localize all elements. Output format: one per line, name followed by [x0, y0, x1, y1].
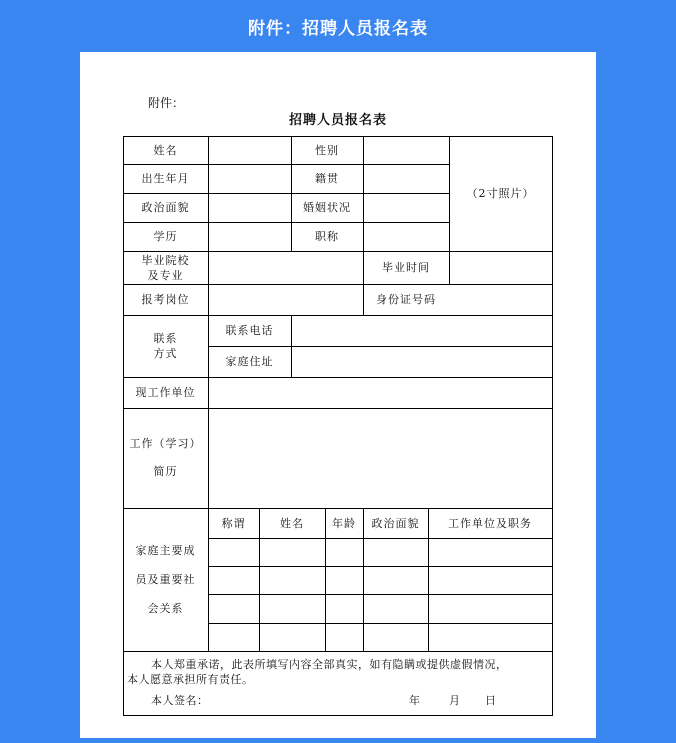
table-border-right [552, 136, 553, 716]
label-birth: 出生年月 [141, 172, 190, 185]
label-political: 政治面貌 [141, 201, 190, 214]
document-page [80, 52, 596, 738]
pledge-line1: 本人郑重承诺，此表所填写内容全部真实，如有隐瞒或提供虚假情况， [151, 658, 508, 671]
label-contact-line2: 方式 [153, 347, 178, 360]
family-header-political: 政治面貌 [371, 516, 420, 530]
label-address: 家庭住址 [225, 355, 274, 368]
label-resume-line2: 简历 [153, 465, 178, 478]
photo-box: （2寸照片） [466, 187, 535, 200]
label-contact-line1: 联系 [153, 332, 178, 345]
label-contact [123, 315, 208, 377]
col-line [208, 136, 209, 651]
registration-form-table [123, 136, 553, 716]
attachment-label: 附件： [148, 96, 185, 110]
date-year: 年 [409, 694, 421, 707]
label-education: 学历 [153, 230, 178, 243]
date-month: 月 [449, 694, 461, 707]
family-header-name: 姓名 [280, 516, 304, 530]
label-workplace: 现工作单位 [135, 386, 196, 399]
label-resume [123, 408, 208, 508]
label-family-line1: 家庭主要成 [135, 544, 196, 557]
label-gender: 性别 [315, 143, 339, 157]
date-day: 日 [485, 694, 497, 707]
banner-title: 附件：招聘人员报名表 [248, 18, 428, 39]
label-school-line1: 毕业院校 [141, 253, 190, 267]
label-position: 报考岗位 [141, 293, 190, 306]
pledge-line2: 本人愿意承担所有责任。 [127, 673, 254, 686]
label-phone: 联系电话 [225, 324, 274, 337]
banner [0, 0, 676, 52]
label-family [123, 508, 208, 651]
col-line [363, 136, 364, 251]
table-border-bottom [123, 715, 553, 716]
label-title: 职称 [315, 230, 339, 243]
label-school-line2: 及专业 [147, 268, 184, 282]
form-title: 招聘人员报名表 [288, 113, 387, 128]
label-marital: 婚姻状况 [303, 201, 351, 214]
family-header-employer: 工作单位及职务 [448, 516, 532, 530]
row-line [123, 651, 553, 652]
label-school [123, 251, 208, 284]
family-header-age: 年龄 [332, 516, 356, 530]
label-family-line2: 员及重要社 [135, 573, 196, 586]
label-resume-line1: 工作（学习） [129, 437, 202, 450]
signature-label: 本人签名： [151, 694, 209, 707]
label-name: 姓名 [153, 143, 178, 157]
family-header-relation: 称谓 [221, 516, 246, 530]
label-native-place: 籍贯 [315, 172, 339, 185]
label-family-line3: 会关系 [147, 602, 184, 615]
label-grad-time: 毕业时间 [382, 261, 430, 274]
label-id-number: 身份证号码 [376, 293, 436, 306]
col-line [291, 315, 292, 377]
